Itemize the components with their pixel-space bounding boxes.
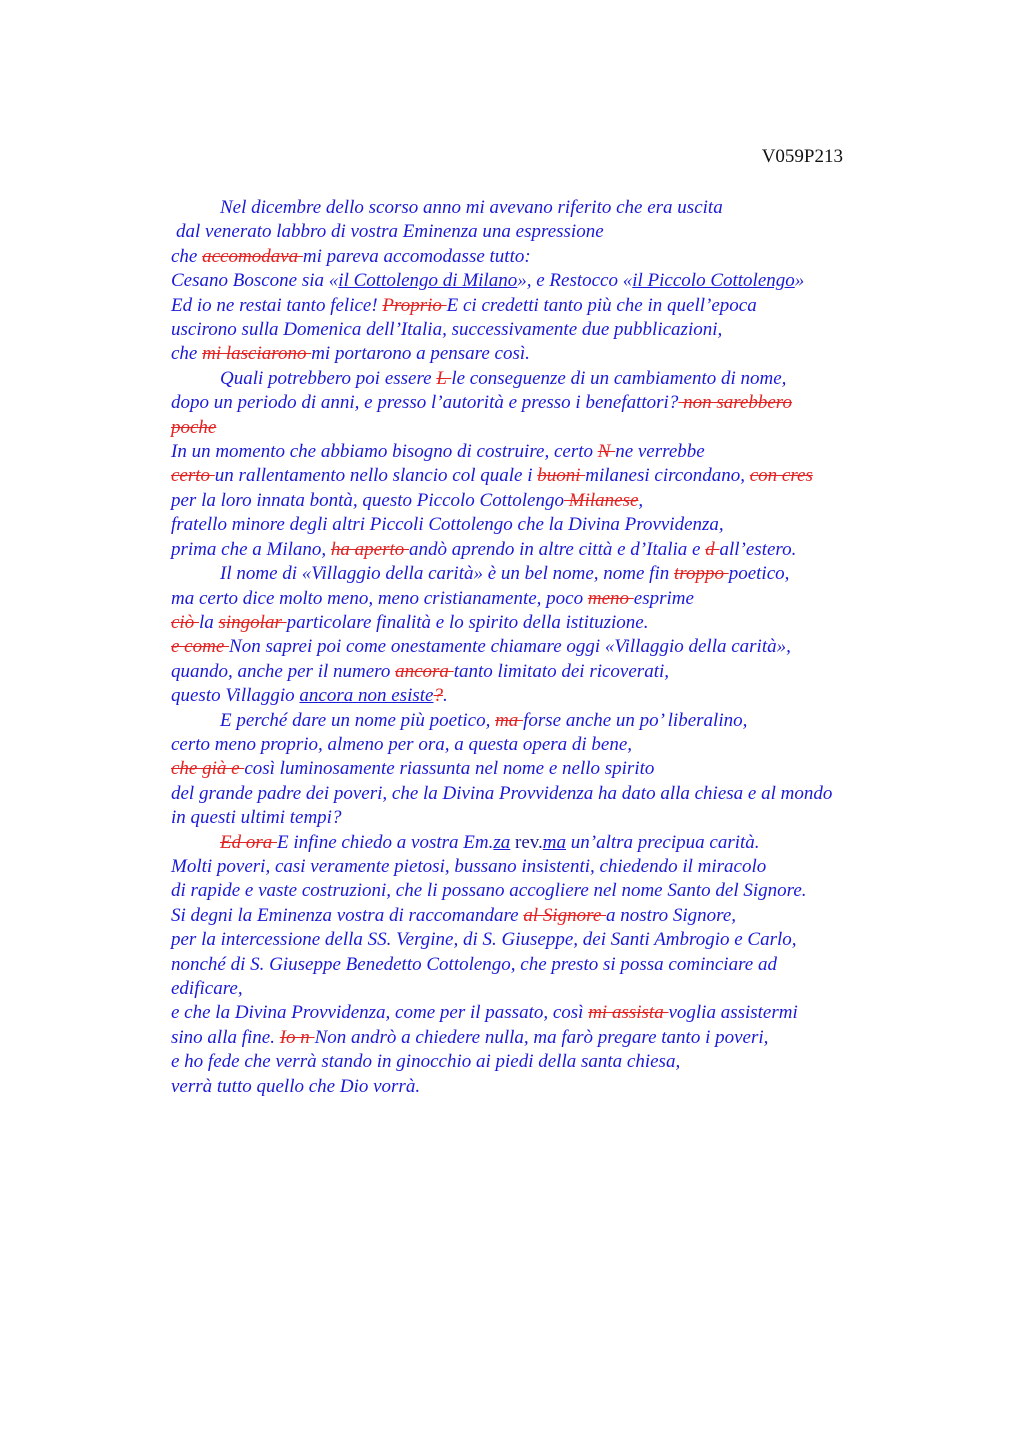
- text-run: la: [198, 611, 219, 633]
- text-run: così luminosamente riassunta nel nome e nello spirito: [244, 758, 655, 780]
- deleted-text: con cres: [749, 465, 813, 487]
- text-run: In un momento che abbiamo bisogno di costruire, certo: [171, 441, 598, 463]
- text-run: dopo un periodo di anni, e presso l’autorità e presso i benefattori?: [171, 392, 679, 414]
- text-run: all’estero.: [719, 538, 797, 560]
- text-run: esprime: [633, 587, 694, 609]
- text-line: [171, 806, 1011, 830]
- deleted-text: e come: [171, 636, 230, 658]
- text-run: per la intercessione della SS. Vergine, di S. Giuseppe, dei Santi Ambrogio e Carlo,: [171, 929, 797, 951]
- text-line: [171, 1075, 1011, 1099]
- text-run: mi portarono a pensare così.: [311, 343, 530, 365]
- deleted-text: Io n: [279, 1026, 315, 1048]
- text-line: [171, 831, 1011, 855]
- text-run: prima che a Milano,: [171, 538, 331, 560]
- text-run: milanesi circondano,: [585, 465, 750, 487]
- text-run: .: [442, 685, 448, 707]
- deleted-text: ma: [495, 709, 524, 731]
- text-run: Ed io ne restai tanto felice!: [171, 294, 383, 316]
- text-line: [171, 489, 1011, 513]
- text-line: [171, 416, 1011, 440]
- text-run: mi pareva accomodasse tutto:: [302, 245, 531, 267]
- text-run: ma certo dice molto meno, meno cristianamente, poco: [171, 587, 588, 609]
- text-line: [171, 464, 1011, 488]
- text-run: sino alla fine.: [171, 1026, 280, 1048]
- deleted-text: mi assista: [588, 1002, 669, 1024]
- letter-body: [171, 196, 1011, 1099]
- text-run: questo Villaggio: [171, 685, 300, 707]
- text-run: Non andrò a chiedere nulla, ma farò pregare tanto i poveri,: [314, 1026, 769, 1048]
- deleted-text: N: [597, 441, 616, 463]
- text-run: Nel dicembre dello scorso anno mi avevano riferito che era uscita: [220, 197, 723, 218]
- text-run: un rallentamento nello slancio col quale i: [214, 465, 538, 487]
- text-run: E infine chiedo a vostra Em.: [277, 831, 494, 853]
- deleted-text: ciò: [171, 611, 199, 633]
- deleted-text: singolar: [218, 611, 287, 633]
- text-line: [171, 635, 1011, 659]
- text-line: [171, 513, 1011, 537]
- text-line: [171, 879, 1011, 903]
- text-line: [171, 953, 1011, 977]
- text-run: in questi ultimi tempi?: [171, 807, 342, 829]
- upright-text: rev.: [515, 831, 543, 853]
- text-line: [171, 587, 1011, 611]
- deleted-text: accomodava: [202, 245, 303, 267]
- underlined-text: za: [493, 831, 511, 853]
- deleted-text: ha aperto: [330, 538, 410, 560]
- text-run: le conseguenze di un cambiamento di nome,: [451, 367, 787, 389]
- deleted-text: al Signore: [523, 904, 607, 926]
- text-run: andò aprendo in altre città e d’Italia e: [409, 538, 706, 560]
- text-line: [171, 928, 1011, 952]
- text-run: Si degni la Eminenza vostra di raccomandare: [171, 904, 524, 926]
- text-run: E ci credetti tanto più che in quell’epoca: [446, 294, 757, 316]
- text-run: che: [171, 343, 203, 365]
- text-line: [171, 1026, 1011, 1050]
- text-line: [171, 733, 1011, 757]
- text-run: ,: [638, 489, 644, 511]
- text-run: E perché dare un nome più poetico,: [220, 709, 496, 731]
- deleted-text: meno: [587, 587, 634, 609]
- underlined-text: ancora non esiste: [299, 685, 434, 707]
- text-line: [171, 611, 1011, 635]
- text-run: forse anche un po’ liberalino,: [523, 709, 748, 731]
- text-run: poetico,: [728, 563, 790, 585]
- deleted-text: L: [436, 367, 452, 389]
- text-run: di rapide e vaste costruzioni, che li possano accogliere nel nome Santo del Signore.: [171, 880, 807, 902]
- text-run: certo meno proprio, almeno per ora, a questa opera di bene,: [171, 733, 633, 755]
- text-line: [171, 367, 1011, 391]
- text-line: [171, 757, 1011, 781]
- text-line: [171, 709, 1011, 733]
- text-run: voglia assistermi: [668, 1002, 798, 1024]
- text-run: uscirono sulla Domenica dell’Italia, successivamente due pubblicazioni,: [171, 319, 723, 341]
- text-line: [171, 391, 1011, 415]
- text-line: [171, 196, 1011, 220]
- deleted-text: buoni: [537, 465, 586, 487]
- text-run: Cesano Boscone sia «: [171, 270, 339, 292]
- deleted-text: che già e: [171, 758, 245, 780]
- text-line: [171, 977, 1011, 1001]
- text-run: », e Restocco «: [517, 270, 633, 292]
- deleted-text: Proprio: [382, 294, 447, 316]
- text-run: per la loro innata bontà, questo Piccolo Cottolengo: [171, 489, 564, 511]
- text-line: [171, 245, 1011, 269]
- text-line: [171, 538, 1011, 562]
- text-line: [171, 220, 1011, 244]
- text-line: [171, 318, 1011, 342]
- text-line: [171, 1001, 1011, 1025]
- underlined-text: ma: [542, 831, 567, 853]
- deleted-text: ancora: [395, 660, 454, 682]
- text-line: [171, 782, 1011, 806]
- text-run: nonché di S. Giuseppe Benedetto Cottolengo, che presto si possa cominciare ad: [171, 953, 777, 975]
- text-run: particolare finalità e lo spirito della istituzione.: [286, 611, 649, 633]
- document-id: V059P213: [761, 146, 843, 167]
- text-line: [171, 684, 1011, 708]
- text-run: quando, anche per il numero: [171, 660, 396, 682]
- text-run: un’altra precipua carità.: [566, 831, 760, 853]
- text-run: del grande padre dei poveri, che la Divina Provvidenza ha dato alla chiesa e al mondo: [171, 782, 833, 804]
- deleted-text: poche: [171, 416, 217, 438]
- text-run: dal venerato labbro di vostra Eminenza una espressione: [176, 221, 604, 243]
- text-run: fratello minore degli altri Piccoli Cottolengo che la Divina Provvidenza,: [171, 514, 724, 536]
- text-line: [171, 294, 1011, 318]
- text-line: [171, 660, 1011, 684]
- text-line: [171, 342, 1011, 366]
- deleted-text: certo: [171, 465, 215, 487]
- deleted-text: Milanese: [564, 489, 639, 511]
- text-run: edificare,: [171, 978, 243, 999]
- text-line: [171, 440, 1011, 464]
- text-run: Quali potrebbero poi essere: [220, 367, 437, 389]
- text-run: che: [171, 245, 203, 267]
- text-line: [171, 904, 1011, 928]
- deleted-text: troppo: [674, 563, 729, 585]
- text-run: Molti poveri, casi veramente pietosi, bussano insistenti, chiedendo il miracolo: [171, 855, 767, 877]
- text-line: [171, 269, 1011, 293]
- text-line: [171, 562, 1011, 586]
- text-run: Il nome di «Villaggio della carità» è un bel nome, nome fin: [220, 563, 674, 585]
- text-line: [171, 1050, 1011, 1074]
- text-run: a nostro Signore,: [606, 904, 737, 926]
- deleted-text: mi lasciarono: [202, 343, 312, 365]
- deleted-text: non sarebbero: [678, 392, 792, 414]
- text-run: verrà tutto quello che Dio vorrà.: [171, 1075, 421, 1097]
- text-run: Non saprei poi come onestamente chiamare oggi «Villaggio della carità»,: [229, 636, 791, 658]
- text-run: tanto limitato dei ricoverati,: [453, 660, 669, 682]
- text-run: »: [794, 270, 805, 292]
- text-line: [171, 855, 1011, 879]
- underlined-text: il Piccolo Cottolengo: [632, 270, 795, 292]
- text-run: ne verrebbe: [615, 441, 705, 463]
- underlined-text: il Cottolengo di Milano: [338, 270, 518, 292]
- text-run: e che la Divina Provvidenza, come per il passato, così: [171, 1002, 589, 1024]
- deleted-text: ?: [433, 685, 443, 707]
- deleted-text: d: [705, 538, 720, 560]
- text-run: e ho fede che verrà stando in ginocchio ai piedi della santa chiesa,: [171, 1051, 681, 1073]
- deleted-text: Ed ora: [220, 831, 277, 853]
